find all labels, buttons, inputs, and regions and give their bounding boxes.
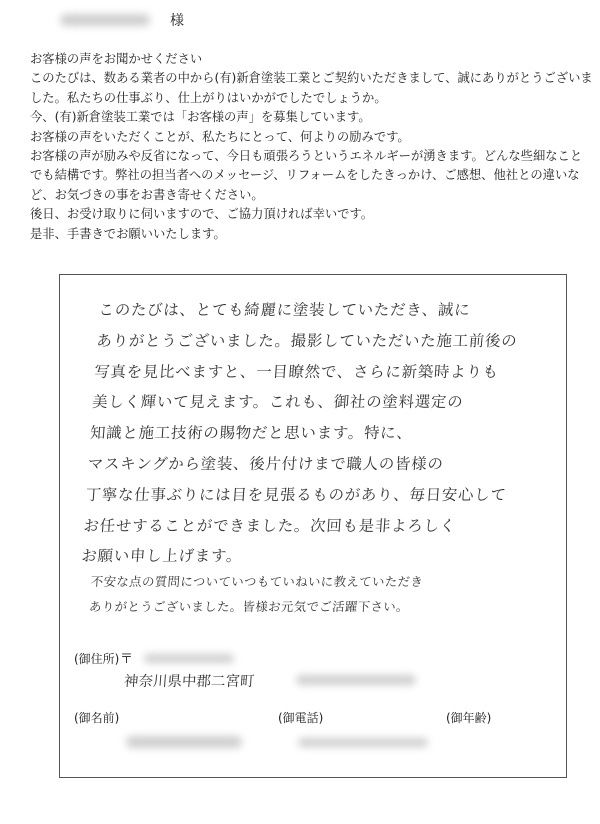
redacted-phone <box>298 738 428 747</box>
message-line: お任せすることができました。次回も是非よろしく <box>82 516 457 535</box>
message-line: お願い申し上げます。 <box>80 547 243 566</box>
phone-label: (御電話) <box>278 711 324 725</box>
handwritten-note <box>88 569 551 619</box>
intro-line: お客様の声をお聞かせください <box>30 52 203 66</box>
intro-line: ど、お気づきの事をお書き寄せください。 <box>30 187 264 202</box>
redacted-name <box>126 736 242 748</box>
intro-line: した。私たちの仕事ぶり、仕上がりはいかがでしたでしょうか。 <box>30 90 387 105</box>
message-line: 写真を見比べますと、一目瞭然で、さらに新築時よりも <box>93 362 500 381</box>
intro-text <box>30 50 593 244</box>
intro-line: お客様の声が励みや反省になって、今日も頑張ろうというエネルギーが湧きます。どんな些細なこと <box>30 149 583 164</box>
intro-line: このたびは、数ある業者の中から(有)新倉塗装工業とご契約いただきまして、誠にありがとうございま <box>30 71 593 86</box>
message-line: このたびは、とても綺麗に塗装していただき、誠に <box>98 301 472 319</box>
redacted-customer-name <box>60 14 150 26</box>
name-label: (御名前) <box>74 711 120 725</box>
redacted-postal-code <box>144 654 234 663</box>
salutation <box>0 10 600 32</box>
intro-line: 是非、手書きでお願いいたします。 <box>30 226 226 241</box>
message-line: マスキングから塗装、後片付けまで職人の皆様の <box>87 454 445 473</box>
note-line: 不安な点の質問についていつもていねいに教えていただき <box>90 574 424 589</box>
postal-mark: 〒 <box>120 652 134 667</box>
address-label: (御住所) <box>74 652 120 666</box>
message-line: ありがとうございました。撮影していただいた施工前後の <box>95 331 519 350</box>
honorific: 様 <box>170 13 184 29</box>
intro-line: お客様の声をいただくことが、私たちにとって、何よりの励みです。 <box>30 129 410 144</box>
age-label: (御年齢) <box>446 711 492 725</box>
feedback-card <box>59 274 567 778</box>
intro-line: 後日、お受け取りに伺いますので、ご協力頂ければ幸いです。 <box>30 207 374 222</box>
message-line: 美しく輝いて見えます。これも、御社の塗料選定の <box>91 393 464 412</box>
message-line: 丁寧な仕事ぶりには目を見張るものがあり、毎日安心して <box>85 485 508 504</box>
handwritten-message <box>80 295 559 572</box>
redacted-address <box>296 675 416 685</box>
message-line: 知識と施工技術の賜物だと思います。特に、 <box>89 424 414 443</box>
intro-line: 今、(有)新倉塗装工業では「お客様の声」を募集しています。 <box>30 110 371 125</box>
address-text: 神奈川県中郡二宮町 <box>123 674 255 690</box>
note-line: ありがとうございました。皆様お元気でご活躍下さい。 <box>88 599 410 614</box>
intro-line: でも結構です。弊社の担当者へのメッセージ、リフォームをしたきっかけ、ご感想、他社との違いな <box>30 168 580 183</box>
